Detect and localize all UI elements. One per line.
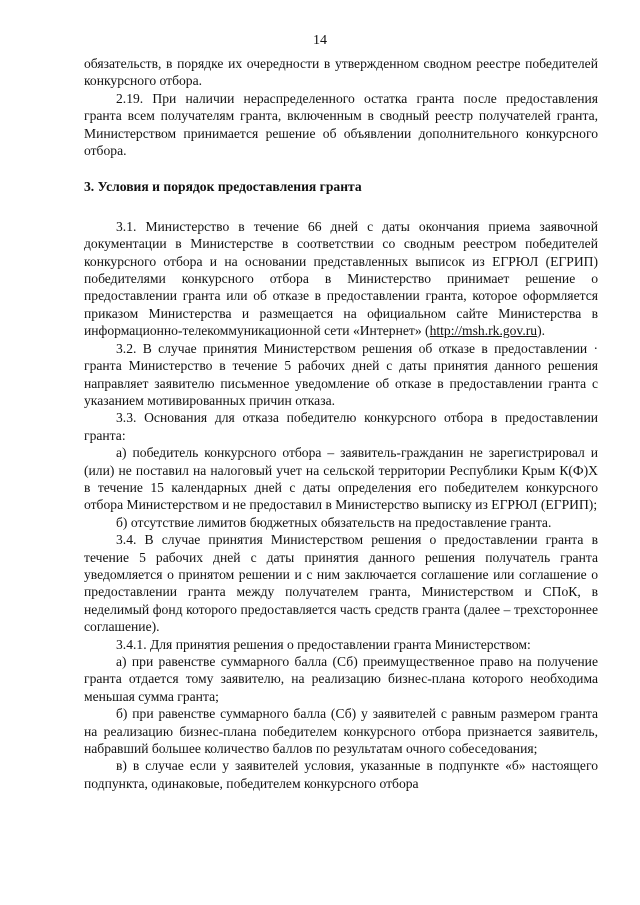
- paragraph-3-3: 3.3. Основания для отказа победителю конкурсного отбора в предоставлении гранта:: [84, 410, 598, 443]
- paragraph-3-1-end: ).: [537, 323, 546, 339]
- page-number: 14: [313, 33, 327, 48]
- ministry-site-link[interactable]: http://msh.rk.gov.ru: [429, 323, 538, 339]
- paragraph-3-1-text: 3.1. Министерство в течение 66 дней с даты окончания приема заявочной документации в Министерстве в соответствии со сводным реестром победителей конкурсного отбора и на основании представленных выписок из ЕГРЮЛ (ЕГРИП) победителями конкурсного отбора в Министерство принимает решение о предоставлении гранта или об отказе в предоставлении гранта, которое оформляется приказом Министерства и размещается на официальном сайте Министерства в информационно-телекоммуникационной сети «Интернет» (: [84, 218, 598, 339]
- paragraph-3-4-1-a: а) при равенстве суммарного балла (Сб) преимущественное право на получение гранта отдается тому заявителю, на реализацию бизнес-плана которого необходима меньшая сумма гранта;: [84, 654, 598, 704]
- paragraph-2-19: 2.19. При наличии нераспределенного остатка гранта после предоставления гранта всем получателям гранта, включенным в сводный реестр получателей гранта, Министерством принимается решение об объявлении дополнительного конкурсного отбора.: [84, 90, 598, 159]
- paragraph-3-3-b: б) отсутствие лимитов бюджетных обязательств на предоставление гранта.: [116, 514, 552, 530]
- paragraph-continuation: обязательств, в порядке их очередности в утвержденном сводном реестре победителей конкурсного отбора.: [84, 56, 598, 89]
- document-body: [84, 55, 598, 792]
- paragraph-3-2: 3.2. В случае принятия Министерством решения об отказе в предоставлении · гранта Министерство в течение 5 рабочих дней с даты принятия данного решения направляет заявителю письменное уведомление об отказе в предоставлении гранта с указанием мотивированных причин отказа.: [84, 340, 598, 408]
- paragraph-3-3-a: а) победитель конкурсного отбора – заявитель-гражданин не зарегистрировал и (или) не поставил на налоговый учет на сельской территории Республики Крым К(Ф)Х в течение 15 календарных дней с даты определения его победителем конкурсного отбора Министерством и не предоставил в Министерство выписку из ЕГРЮЛ (ЕГРИП);: [84, 445, 598, 513]
- paragraph-3-4-1: 3.4.1. Для принятия решения о предоставлении гранта Министерством:: [116, 636, 531, 652]
- paragraph-3-4-1-c: в) в случае если у заявителей условия, указанные в подпункте «б» настоящего подпункта, одинаковые, победителем конкурсного отбора: [84, 758, 598, 791]
- paragraph-3-1: [84, 218, 598, 340]
- paragraph-3-4: 3.4. В случае принятия Министерством решения о предоставлении гранта в течение 5 рабочих дней с даты принятия данного решения получатель гранта уведомляется о принятом решении и с ним заключается соглашение или соглашение о предоставлении гранта между получателем гранта, Министерством и СПоК, в неделимый фонд которого предоставляется часть средств гранта (далее – трехстороннее соглашение).: [84, 532, 598, 635]
- section-heading: 3. Условия и порядок предоставления гранта: [84, 179, 362, 195]
- paragraph-3-4-1-b: б) при равенстве суммарного балла (Сб) у заявителей с равным размером гранта на реализацию бизнес-плана победителем конкурсного отбора признается заявитель, набравший большее количество баллов по результатам очного собеседования;: [84, 706, 598, 757]
